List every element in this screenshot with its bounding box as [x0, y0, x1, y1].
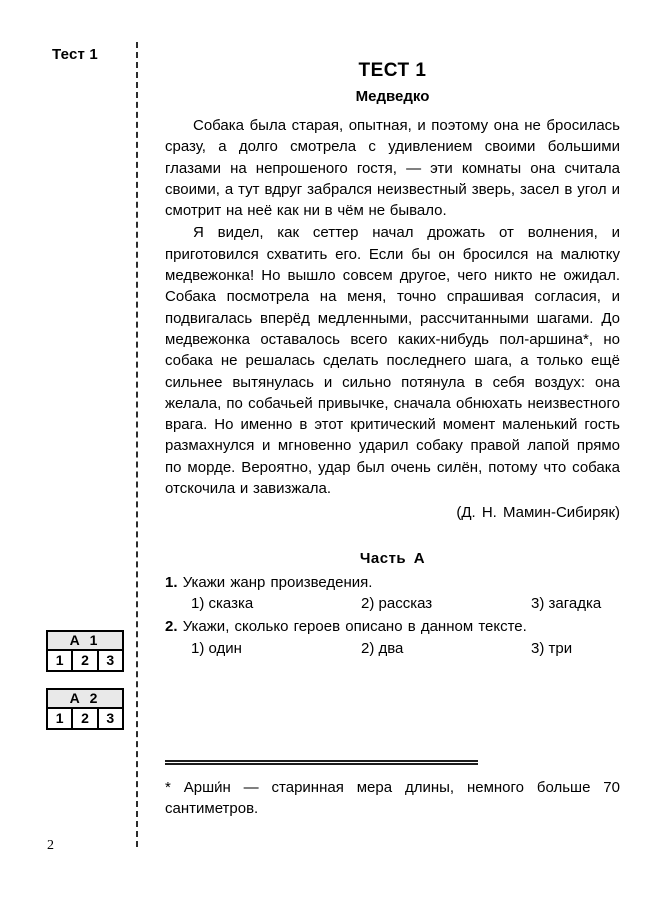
question-2-text: Укажи, сколько героев описано в данном тексте. [182, 618, 527, 636]
answer-cell-a2-3[interactable]: 3 [106, 710, 115, 726]
answer-cell-a2-2[interactable]: 2 [73, 709, 98, 728]
answer-cell-a1-3[interactable]: 3 [106, 652, 115, 668]
question-1-text: Укажи жанр произведения. [182, 573, 373, 591]
question-1-options [165, 593, 620, 614]
answer-box-a2-label: А 2 [48, 690, 122, 709]
story-paragraph-1: Собака была старая, опытная, и поэтому она не бросилась сразу, а долго смотрела с удивлением своими большими глазами на непрошеного гостя, — эти комнаты она считала своими, а тут вдруг забрался неизвестный зверь, засел в угол и смотрит на неё как ни в чём не бывало. [165, 117, 620, 220]
question-1-option-1[interactable]: 1) сказка [191, 594, 254, 612]
question-2 [165, 616, 620, 637]
question-2-option-1[interactable]: 1) один [191, 639, 242, 657]
answer-box-a1-cells [48, 651, 122, 670]
question-2-number: 2. [165, 618, 178, 636]
question-1-option-2[interactable]: 2) рассказ [361, 594, 433, 612]
question-1 [165, 572, 620, 593]
margin-test-header: Тест 1 [52, 46, 98, 63]
story-author-attribution: (Д. Н. Мамин-Сибиряк) [456, 504, 620, 522]
test-title: ТЕСТ 1 [358, 60, 427, 81]
question-1-option-3[interactable]: 3) загадка [531, 594, 602, 612]
question-2-option-3[interactable]: 3) три [531, 639, 573, 657]
part-a-heading: Часть А [359, 549, 426, 567]
answer-box-a1[interactable] [46, 630, 124, 672]
answer-cell-a1-1[interactable]: 1 [48, 651, 73, 670]
answer-cell-a2-1[interactable]: 1 [48, 709, 73, 728]
question-1-number: 1. [165, 573, 178, 591]
answer-box-a2[interactable] [46, 688, 124, 730]
footnote-text: * Арши́н — старинная мера длины, немного больше 70 сантиметров. [165, 779, 620, 818]
story-title: Медведко [355, 88, 430, 105]
answer-box-a1-label: А 1 [48, 632, 122, 651]
page-number: 2 [47, 838, 54, 853]
question-2-options [165, 638, 620, 659]
footnote-separator-rule [165, 760, 478, 765]
story-paragraph-2: Я видел, как сеттер начал дрожать от волнения, и приготовился схватить его. Если бы он бросился на малютку медвежонка! Но вышло совсем другое, чего никто не ожидал. Собака посмотрела на меня, точно спрашивая согласия, и подвигалась вперёд медленными, рассчитанными шагами. До медвежонка оставалось всего каких-нибудь пол-аршина*, но собака не решалась сделать последнего шага, а только ещё сильнее вытянулась и сильно потянула в себя воздух: она желала, по собачьей привычке, сначала обнюхать неизвестного врага. Но именно в этот критический момент маленький гость размахнулся и мгновенно ударил собаку правой лапой прямо по морде. Вероятно, удар был очень силён, потому что собака отскочила и завизжала. [165, 224, 620, 498]
answer-cell-a1-2[interactable]: 2 [73, 651, 98, 670]
main-content [165, 60, 620, 659]
answer-box-a2-cells [48, 709, 122, 728]
margin-divider-dashed-line [136, 42, 138, 847]
question-2-option-2[interactable]: 2) два [361, 639, 404, 657]
